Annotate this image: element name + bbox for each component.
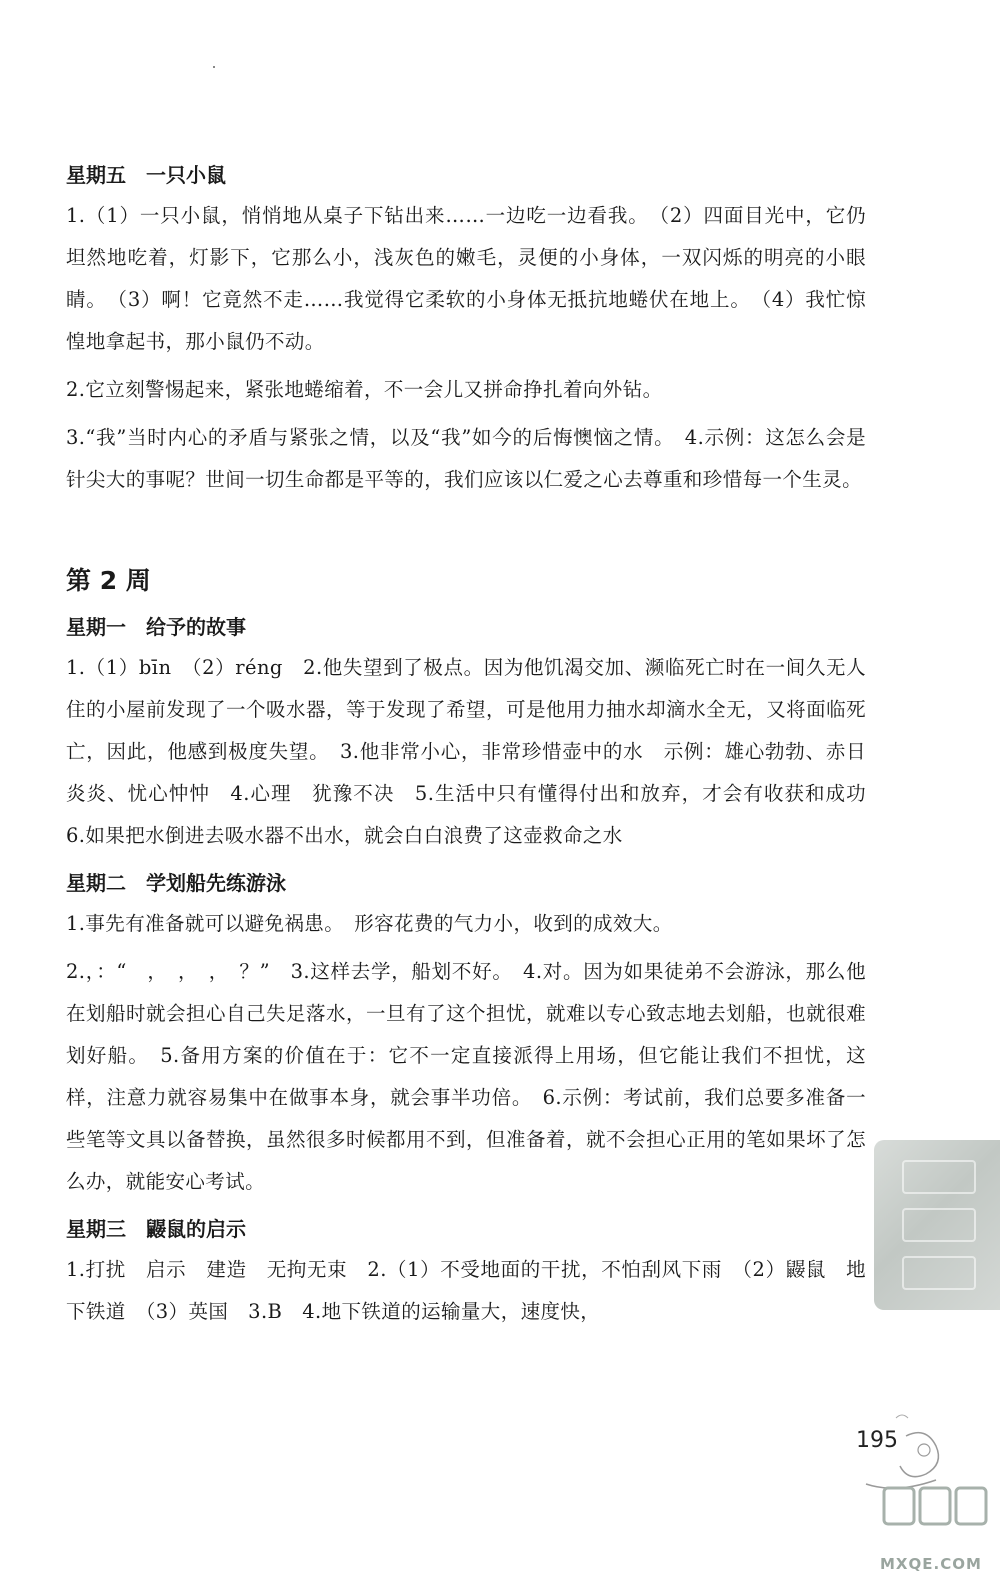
reference-answer-tab — [874, 1140, 1000, 1310]
monday-answer-1: 1.（1）bīn （2）réng 2.他失望到了极点。因为他饥渴交加、濒临死亡时在一间久无人住的小屋前发现了一个吸水器，等于发现了希望，可是他用力抽水却滴水全无，又将面临死亡，因此，他感到极度失望。 3.他非常小心，非常珍惜壶中的水 示例：雄心勃勃、赤日炎炎、忧心忡忡 4.心理 犹豫不决 5.生活中只有懂得付出和放弃，才会有收获和成功 6.如果把水倒进去吸水器不出水，就会白白浪费了这壶救命之水 — [66, 656, 886, 847]
friday-answer-1: 1.（1）一只小鼠，悄悄地从桌子下钻出来……一边吃一边看我。 （2）四面目光中，它仍坦然地吃着，灯影下，它那么小，浅灰色的嫩毛，灵便的小身体，一双闪烁的明亮的小眼睛。 （3）啊！它竟然不走……我觉得它柔软的小身体无抵抗地蜷伏在地上。 （4）我忙惊惶地拿起书，那小鼠仍不动。 — [66, 204, 866, 353]
monday-heading: 星期一 给予的故事 — [66, 615, 246, 639]
watermark-text: MXQE.COM — [880, 1555, 982, 1573]
friday-answer-2: 2.它立刻警惕起来，紧张地蜷缩着，不一会儿又拼命挣扎着向外钻。 — [66, 378, 663, 401]
tab-glyph-3 — [902, 1256, 976, 1290]
tuesday-answer-2: 2.，：“ ， ， ， ？” 3.这样去学，船划不好。 4.对。因为如果徒弟不会游泳，那么他在划船时就会担心自己失足落水，一旦有了这个担忧，就难以专心致志地去划船，也就很难划好船。 5.备用方案的价值在于：它不一定直接派得上用场，但它能让我们不担忧，这样，注意力就容易集中在做事本身，就会事半功倍。 6.示例：考试前，我们总要多准备一些笔等文具以备替换，虽然很多时候都用不到，但准备着，就不会担心正用的笔如果坏了怎么办，就能安心考试。 — [66, 960, 866, 1193]
week-2-title: 第 2 周 — [66, 566, 151, 595]
site-watermark — [880, 1480, 990, 1575]
tab-glyph-2 — [902, 1208, 976, 1242]
friday-answer-3: 3.“我”当时内心的矛盾与紧张之情，以及“我”如今的后悔懊恼之情。 4.示例：这怎么会是针尖大的事呢？世间一切生命都是平等的，我们应该以仁爱之心去尊重和珍惜每一个生灵。 — [66, 426, 866, 491]
watermark-logo-icon — [880, 1480, 990, 1550]
tuesday-heading: 星期二 学划船先练游泳 — [66, 871, 286, 895]
tuesday-answer-1: 1.事先有准备就可以避免祸患。 形容花费的气力小，收到的成效大。 — [66, 912, 673, 935]
tab-glyph-1 — [902, 1160, 976, 1194]
wednesday-heading: 星期三 鼹鼠的启示 — [66, 1217, 246, 1241]
wednesday-answer-1: 1.打扰 启示 建造 无拘无束 2.（1）不受地面的干扰，不怕刮风下雨 （2）鼹鼠 地下铁道 （3）英国 3.B 4.地下铁道的运输量大，速度快， — [66, 1258, 866, 1323]
answer-content — [66, 155, 886, 1339]
friday-heading: 星期五 一只小鼠 — [66, 163, 226, 187]
page-number: 195 — [856, 1428, 898, 1453]
scan-speck — [213, 66, 215, 68]
